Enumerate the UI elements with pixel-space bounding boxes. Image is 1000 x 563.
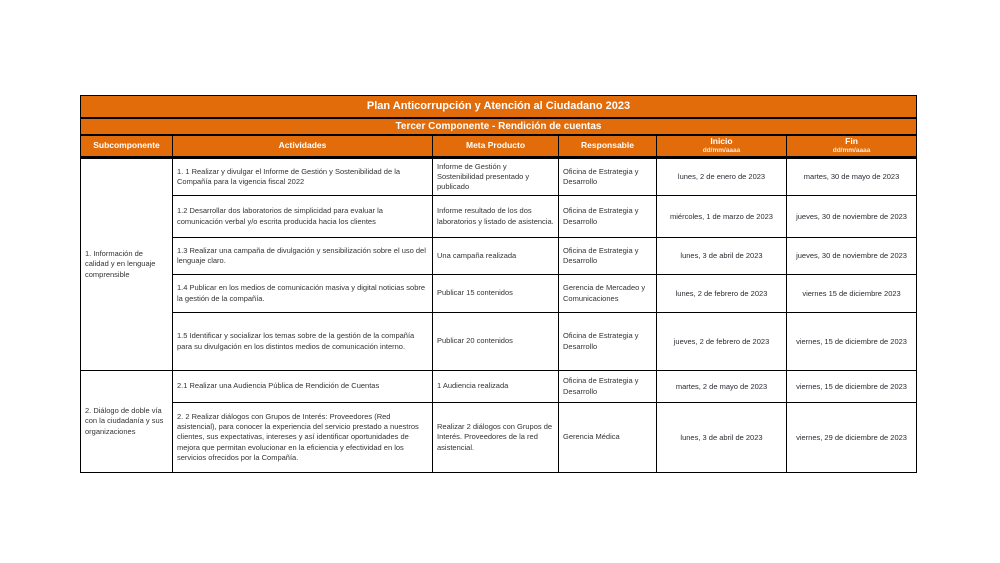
end-date-cell: viernes, 15 de diciembre de 2023	[787, 371, 917, 403]
start-date-cell: lunes, 2 de enero de 2023	[657, 158, 787, 196]
meta-cell: Informe de Gestión y Sostenibilidad presentado y publicado	[433, 158, 559, 196]
subcomponent-1-cell: 1. Información de calidad y en lenguaje comprensible	[81, 158, 173, 371]
end-date-cell: jueves, 30 de noviembre de 2023	[787, 238, 917, 275]
header-inicio-format: dd/mm/aaaa	[702, 146, 741, 154]
responsible-cell: Gerencia de Mercadeo y Comunicaciones	[559, 275, 657, 313]
table-row	[81, 313, 917, 371]
meta-cell: Realizar 2 diálogos con Grupos de Interés. Proveedores de la red asistencial.	[433, 403, 559, 473]
responsible-cell: Oficina de Estrategia y Desarrollo	[559, 158, 657, 196]
end-date-cell: jueves, 30 de noviembre de 2023	[787, 196, 917, 238]
header-inicio-label: Inicio	[710, 136, 733, 147]
table-row	[81, 158, 917, 196]
plan-table	[80, 95, 917, 473]
end-date-cell: viernes 15 de diciembre 2023	[787, 275, 917, 313]
header-meta-producto: Meta Producto	[433, 135, 559, 158]
title-row	[81, 96, 917, 118]
start-date-cell: lunes, 3 de abril de 2023	[657, 238, 787, 275]
activity-cell: 1. 1 Realizar y divulgar el Informe de Gestión y Sostenibilidad de la Compañía para la vigencia fiscal 2022	[173, 158, 433, 196]
column-header-row	[81, 135, 917, 158]
responsible-cell: Gerencia Médica	[559, 403, 657, 473]
start-date-cell: lunes, 3 de abril de 2023	[657, 403, 787, 473]
start-date-cell: martes, 2 de mayo de 2023	[657, 371, 787, 403]
document-title: Plan Anticorrupción y Atención al Ciudadano 2023	[81, 96, 917, 118]
end-date-cell: viernes, 15 de diciembre de 2023	[787, 313, 917, 371]
activity-cell: 1.5 Identificar y socializar los temas sobre de la gestión de la compañía para su divulgación en los distintos medios de comunicación interno.	[173, 313, 433, 371]
activity-cell: 1.3 Realizar una campaña de divulgación y sensibilización sobre el uso del lenguaje claro.	[173, 238, 433, 275]
component-subtitle: Tercer Componente - Rendición de cuentas	[81, 118, 917, 135]
header-fin-label: Fin	[845, 136, 858, 147]
end-date-cell: viernes, 29 de diciembre de 2023	[787, 403, 917, 473]
header-actividades: Actividades	[173, 135, 433, 158]
activity-cell: 2. 2 Realizar diálogos con Grupos de Interés: Proveedores (Red asistencial), para conocer la experiencia del servicio prestado a nuestros clientes, sus expectativas, intereses y así identificar oportunidades de mejora que permitan evolucionar en la eficiencia y efectividad en los servicios ofrecidos por la Compañía.	[173, 403, 433, 473]
responsible-cell: Oficina de Estrategia y Desarrollo	[559, 196, 657, 238]
table-row	[81, 275, 917, 313]
activity-cell: 1.2 Desarrollar dos laboratorios de simplicidad para evaluar la comunicación verbal y/o escrita producida hacia los clientes	[173, 196, 433, 238]
end-date-cell: martes, 30 de mayo de 2023	[787, 158, 917, 196]
start-date-cell: lunes, 2 de febrero de 2023	[657, 275, 787, 313]
meta-cell: Publicar 15 contenidos	[433, 275, 559, 313]
table-row	[81, 238, 917, 275]
meta-cell: Publicar 20 contenidos	[433, 313, 559, 371]
header-inicio	[657, 135, 787, 158]
plan-document	[80, 95, 916, 473]
meta-cell: 1 Audiencia realizada	[433, 371, 559, 403]
table-row	[81, 371, 917, 403]
activity-cell: 2.1 Realizar una Audiencia Pública de Rendición de Cuentas	[173, 371, 433, 403]
table-row	[81, 403, 917, 473]
subcomponent-2-cell: 2. Diálogo de doble vía con la ciudadanía y sus organizaciones	[81, 371, 173, 473]
subtitle-row	[81, 118, 917, 135]
start-date-cell: miércoles, 1 de marzo de 2023	[657, 196, 787, 238]
header-fin	[787, 135, 917, 158]
header-fin-format: dd/mm/aaaa	[832, 146, 871, 154]
responsible-cell: Oficina de Estrategia y Desarrollo	[559, 313, 657, 371]
header-responsable: Responsable	[559, 135, 657, 158]
meta-cell: Una campaña realizada	[433, 238, 559, 275]
header-subcomponente: Subcomponente	[81, 135, 173, 158]
meta-cell: Informe resultado de los dos laboratorios y listado de asistencia.	[433, 196, 559, 238]
start-date-cell: jueves, 2 de febrero de 2023	[657, 313, 787, 371]
responsible-cell: Oficina de Estrategia y Desarrollo	[559, 238, 657, 275]
responsible-cell: Oficina de Estrategia y Desarrollo	[559, 371, 657, 403]
table-row	[81, 196, 917, 238]
activity-cell: 1.4 Publicar en los medios de comunicación masiva y digital noticias sobre la gestión de la compañía.	[173, 275, 433, 313]
